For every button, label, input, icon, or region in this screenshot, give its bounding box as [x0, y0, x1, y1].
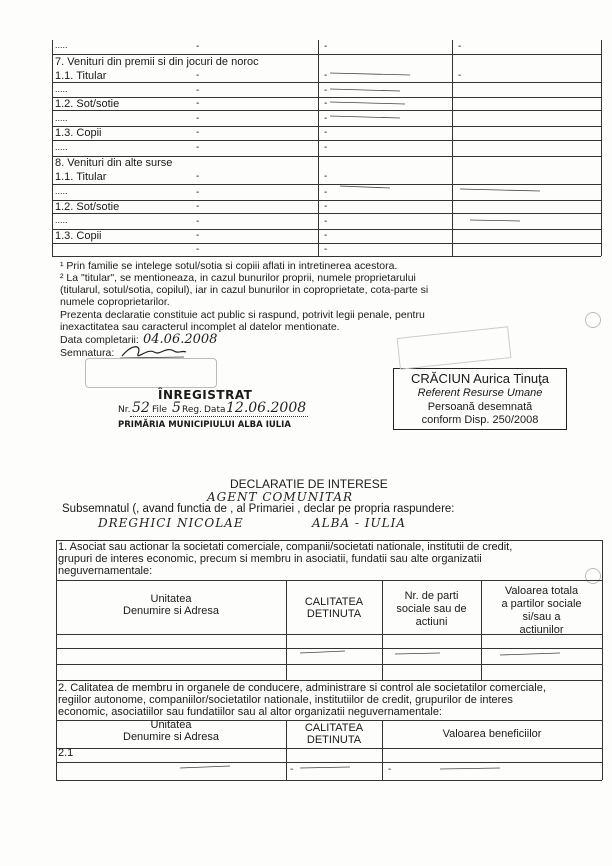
stamp-underline [130, 416, 308, 417]
faint-stamp-impression [397, 326, 512, 370]
cell-dash: - [324, 113, 328, 124]
row-dots: ..... [55, 142, 68, 152]
designated-person-stamp [393, 368, 567, 430]
footnote-2-line-3: numele coproprietarilor. [60, 296, 170, 308]
table-rule [56, 634, 602, 635]
signature-label: Semnatura: [60, 347, 115, 359]
registered-title: ÎNREGISTRAT [158, 388, 253, 402]
cell-dash: - [196, 113, 200, 124]
section-8-title: 8. Venituri din alte surse [55, 157, 173, 169]
function-value: AGENT COMUNITAR [207, 490, 354, 504]
row-label: 2.1 [58, 747, 74, 759]
table-rule [56, 680, 602, 681]
table-rule [56, 580, 602, 581]
column-header-shares: Nr. de parti [404, 590, 459, 602]
section-1-text-line-2: grupuri de interes economic, precum si membru in asociatii, fundatii sau alte organizatii [58, 553, 482, 565]
column-header-value: Valoarea totala [504, 585, 579, 597]
cell-dash: - [196, 201, 200, 212]
table-rule [56, 748, 602, 749]
section-2-text-line-2: regiilor autonome, companiilor/societatilor nationale, institutiilor de credit, grupurilor de interes [58, 694, 513, 706]
declaration-title: DECLARATIE DE INTERESE [230, 477, 388, 491]
row-dots: ..... [55, 113, 68, 123]
date-label: Data completarii: [60, 334, 139, 346]
cell-dash: - [324, 142, 328, 153]
table-rule [56, 780, 602, 781]
punch-hole [585, 312, 601, 328]
column-header-value-2: a partilor sociale [501, 598, 582, 610]
row-dots: ..... [55, 215, 68, 225]
cell-dash: - [324, 41, 328, 52]
person-role: Referent Resurse Umane [417, 387, 543, 399]
column-header-capacity-2: DETINUTA [306, 734, 362, 746]
column-header-unit: Unitatea [150, 593, 192, 605]
section-1-text-line-1: 1. Asociat sau actionar la societati comerciale, companii/societati nationale, institutii de credit, [58, 541, 513, 553]
cell-dash: - [196, 216, 200, 227]
column-header-value-4: actiunilor [519, 624, 564, 636]
cell-dash: - [196, 187, 200, 198]
cell-dash: - [324, 127, 328, 138]
cell-dash: - [196, 127, 200, 138]
column-header-capacity: CALITATEA [304, 596, 364, 608]
row-label: 1.2. Sot/sotie [55, 201, 120, 213]
cell-dash: - [196, 244, 200, 255]
cell-dash: - [324, 230, 328, 241]
pen-strokes [0, 640, 612, 680]
row-label: 1.3. Copii [55, 127, 102, 139]
section-2-text-line-3: economic, asociatiilor sau fundatiilor sau al altor organizatii neguvernamentale: [58, 706, 442, 718]
column-header-shares-3: actiuni [415, 616, 448, 628]
liability-text-line-1: Prezenta declaratie constituie act public si raspund, potrivit legii penale, pentru [60, 309, 425, 321]
cell-dash: - [388, 764, 392, 775]
footnote-2-line-2: (titularul, sotul/sotia, copilul), iar in cazul bunurilor in coproprietate, cota-parte si [60, 284, 429, 296]
column-header-shares-2: sociale sau de [396, 603, 467, 615]
cell-dash: - [324, 216, 328, 227]
cell-dash: - [196, 142, 200, 153]
person-name: CRĂCIUN Aurica Tinuţa [411, 371, 549, 386]
file-label: File [152, 405, 168, 415]
nr-label: Nr. [118, 405, 131, 415]
cell-dash: - [458, 70, 462, 81]
person-disposition: conform Disp. 250/2008 [421, 414, 539, 426]
cell-dash: - [290, 764, 294, 775]
reg-label: Reg. [182, 405, 202, 415]
cell-dash: - [324, 98, 328, 109]
cell-dash: - [196, 41, 200, 52]
registry-organization: PRIMĂRIA MUNICIPIULUI ALBA IULIA [118, 420, 291, 430]
column-header-capacity-2: DETINUTA [306, 608, 362, 620]
section-2-text-line-1: 2. Calitatea de membru in organele de conducere, administrare si control ale societatilor comerciale, [58, 682, 546, 694]
nr-value: 52 [132, 400, 150, 416]
cell-dash: - [324, 70, 328, 81]
row-dots: ..... [55, 186, 68, 196]
row-dots: ..... [55, 84, 68, 94]
section-1-text-line-3: neguvernamentale: [58, 565, 153, 577]
footnote-1: ¹ Prin familie se intelege sotul/sotia si copiii aflati in intretinerea acestora. [60, 260, 398, 272]
cell-dash: - [196, 70, 200, 81]
footnote-2-line-1: ² La "titular", se mentioneaza, in cazul bunurilor proprii, numele proprietarului [60, 272, 416, 284]
punch-hole [585, 568, 601, 584]
row-dots: ..... [55, 40, 68, 50]
column-header-unit-detail: Denumire si Adresa [123, 605, 219, 617]
pen-strokes [0, 0, 612, 260]
cell-dash: - [196, 171, 200, 182]
cell-dash: - [324, 187, 328, 198]
row-label: 1.2. Sot/sotie [55, 98, 120, 110]
cell-dash: - [196, 98, 200, 109]
column-header-unit: Unitatea [150, 719, 192, 731]
row-label: 1.1. Titular [55, 171, 107, 183]
cell-dash: - [324, 244, 328, 255]
declarant-name: DREGHICI NICOLAE [98, 516, 244, 530]
faint-stamp-impression [85, 358, 217, 388]
declarant-city: ALBA - IULIA [312, 516, 407, 530]
cell-dash: - [196, 85, 200, 96]
liability-text-line-2: inexactitatea sau caracterul incomplet al datelor mentionate. [60, 321, 340, 333]
section-7-title: 7. Venituri din premii si din jocuri de noroc [55, 56, 259, 68]
column-header-value-3: si/sau a [522, 611, 561, 623]
data-value: 12.06.2008 [226, 400, 307, 416]
row-label: 1.1. Titular [55, 70, 107, 82]
registration-stamp [118, 388, 318, 436]
person-designation: Persoană desemnată [427, 401, 533, 413]
pen-strokes [0, 750, 612, 780]
cell-dash: - [324, 171, 328, 182]
cell-dash: - [324, 201, 328, 212]
cell-dash: - [324, 85, 328, 96]
cell-dash: - [458, 41, 462, 52]
data-label: Data [204, 405, 226, 415]
declaration-intro: Subsemnatul (, avand functia de , al Primariei , declar pe propria raspundere: [62, 503, 455, 515]
row-label: 1.3. Copii [55, 230, 102, 242]
column-header-capacity: CALITATEA [304, 722, 364, 734]
cell-dash: - [196, 230, 200, 241]
column-header-benefits: Valoarea beneficiilor [442, 728, 542, 740]
column-header-unit-detail: Denumire si Adresa [123, 731, 219, 743]
file-value: 5 [172, 400, 181, 416]
date-value: 04.06.2008 [143, 332, 218, 347]
